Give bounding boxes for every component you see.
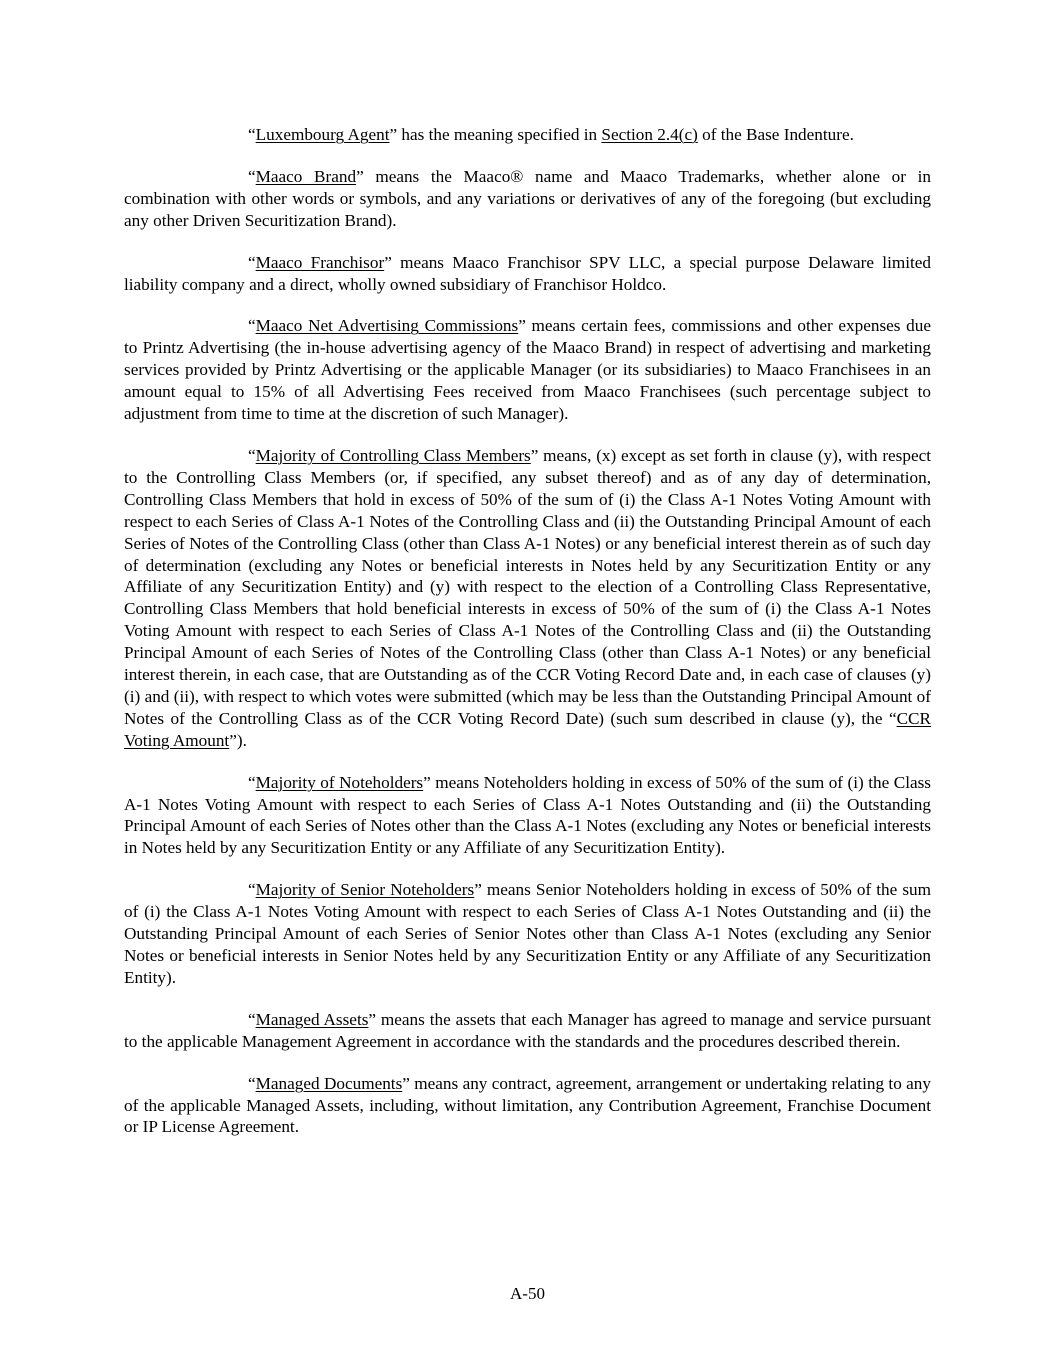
definition-text: “	[248, 880, 256, 900]
cross-reference: CCR Voting Amount	[124, 708, 931, 750]
definition-maaco-franchisor	[124, 252, 931, 296]
definitions-list	[124, 124, 931, 1138]
cross-reference: Section 2.4(c)	[601, 125, 698, 144]
definition-text: “	[248, 772, 256, 792]
definition-text: ”).	[229, 730, 247, 750]
defined-term: Maaco Brand	[255, 166, 357, 186]
definition-managed-documents	[124, 1073, 931, 1139]
definition-text: ” means any contract, agreement, arrangement or undertaking relating to any of the applicable Managed Assets, including, without limitation, any Contribution Agreement, Franchise Document or IP License Agreement.	[124, 1073, 931, 1137]
definition-text: ” means Maaco Franchisor SPV LLC, a special purpose Delaware limited liability company and a direct, wholly owned subsidiary of Franchisor Holdco.	[124, 252, 931, 294]
definition-text: “	[248, 166, 256, 186]
defined-term: Maaco Franchisor	[255, 252, 385, 272]
definition-text: “	[248, 1073, 256, 1093]
definition-text: ” means, (x) except as set forth in clause (y), with respect to the Controlling Class Members (or, if specified, any subset thereof) and as of any day of determination, Controlling Class Members that hold in excess of 50% of the sum of (i) the Class A-1 Notes Voting Amount with respect to each Series of Class A-1 Notes of the Controlling Class and (ii) the Outstanding Principal Amount of each Series of Notes of the Controlling Class (other than Class A-1 Notes) or any beneficial interest therein as of such day of determination (excluding any Notes or beneficial interests in Notes held by any Securitization Entity or any Affiliate of any Securitization Entity) and (y) with respect to the election of a Controlling Class Representative, Controlling Class Members that hold beneficial interests in excess of 50% of the sum of (i) the Class A-1 Notes Voting Amount with respect to each Series of Class A-1 Notes of the Controlling Class and (ii) the Outstanding Principal Amount of each Series of Notes of the Controlling Class (other than Class A-1 Notes) or any beneficial interest therein, in each case, that are Outstanding as of the CCR Voting Record Date and, in each case of clauses (y)(i) and (ii), with respect to which votes were submitted (which may be less than the Outstanding Principal Amount of Notes of the Controlling Class as of the CCR Voting Record Date) (such sum described in clause (y), the “	[124, 445, 932, 728]
definition-managed-assets	[124, 1009, 931, 1053]
defined-term: Majority of Senior Noteholders	[255, 880, 475, 900]
page-number: A-50	[510, 1284, 545, 1303]
defined-term: Maaco Net Advertising Commissions	[255, 316, 519, 336]
definition-text: “	[248, 125, 256, 144]
definition-text: ” means certain fees, commissions and other expenses due to Printz Advertising (the in-house advertising agency of the Maaco Brand) in respect of advertising and marketing services provided by Printz Advertising or the applicable Manager (or its subsidiaries) to Maaco Franchisees in an amount equal to 15% of all Advertising Fees received from Maaco Franchisees (such percentage subject to adjustment from time to time at the discretion of such Manager).	[124, 316, 932, 424]
definition-text: “	[248, 252, 256, 272]
definition-text: “	[248, 316, 256, 336]
definition-text: ” means Senior Noteholders holding in excess of 50% of the sum of (i) the Class A-1 Notes Voting Amount with respect to each Series of Class A-1 Notes Outstanding and (ii) the Outstanding Principal Amount of each Series of Senior Notes other than Class A-1 Notes (excluding any Senior Notes or beneficial interests in Senior Notes held by any Securitization Entity or any Affiliate of any Securitization Entity).	[124, 880, 931, 987]
defined-term: Majority of Controlling Class Members	[255, 445, 531, 465]
definition-majority-of-controlling-class-members	[124, 445, 931, 752]
definition-text: ” has the meaning specified in	[389, 125, 602, 144]
defined-term: Luxembourg Agent	[255, 125, 390, 144]
defined-term: Majority of Noteholders	[255, 772, 424, 792]
defined-term: Managed Documents	[255, 1073, 403, 1093]
definition-text: ” means the Maaco® name and Maaco Trademarks, whether alone or in combination with other words or symbols, and any variations or derivatives of any of the foregoing (but excluding any other Driven Securitization Brand).	[124, 166, 931, 230]
defined-term: Managed Assets	[255, 1009, 369, 1029]
definition-text: ” means the assets that each Manager has agreed to manage and service pursuant to the applicable Management Agreement in accordance with the standards and the procedures described therein.	[124, 1009, 931, 1051]
document-page	[124, 124, 931, 1158]
definition-majority-of-senior-noteholders	[124, 879, 931, 989]
definition-majority-of-noteholders	[124, 772, 931, 860]
definition-text: ” means Noteholders holding in excess of 50% of the sum of (i) the Class A-1 Notes Voting Amount with respect to each Series of Class A-1 Notes Outstanding and (ii) the Outstanding Principal Amount of each Series of Notes other than the Class A-1 Notes (excluding any Notes or beneficial interests in Notes held by any Securitization Entity or any Affiliate of any Securitization Entity).	[124, 772, 931, 858]
definition-text: “	[248, 1009, 256, 1029]
definition-maaco-net-advertising-commissions	[124, 315, 931, 425]
definition-text: “	[248, 445, 256, 465]
definition-text: of the Base Indenture.	[697, 125, 854, 144]
definition-luxembourg-agent	[124, 124, 931, 146]
definition-maaco-brand	[124, 166, 931, 232]
